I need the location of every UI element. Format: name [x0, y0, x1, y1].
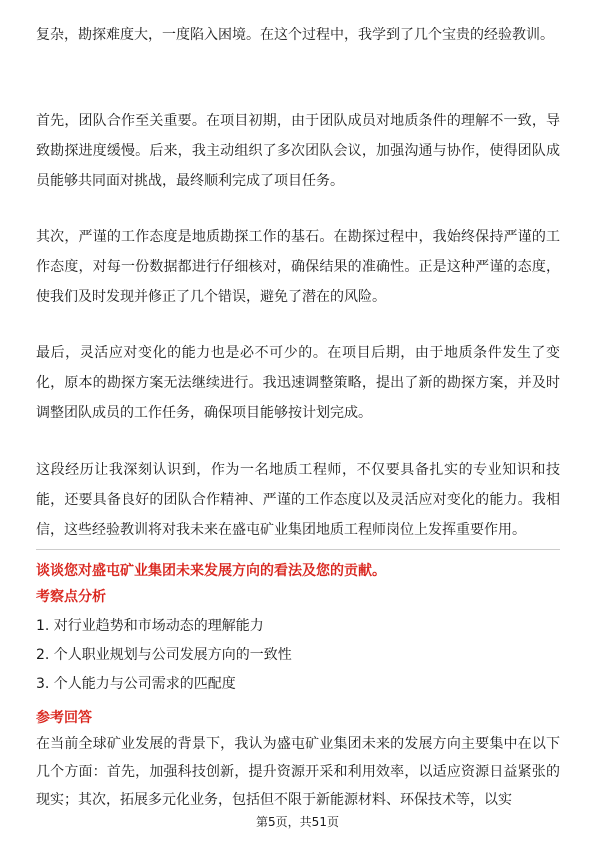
reference-answer: 在当前全球矿业发展的背景下，我认为盛屯矿业集团未来的发展方向主要集中在以下几个方面：首先，加强科技创新，提升资源开采和利用效率，以适应资源日益紧张的现实；其次，拓展多元化业务，包括但不限于新能源材料、环保技术等，以实 [36, 736, 560, 808]
body-paragraph-4: 最后，灵活应对变化的能力也是必不可少的。在项目后期，由于地质条件发生了变化，原本的勘探方案无法继续进行。我迅速调整策略，提出了新的勘探方案，并及时调整团队成员的工作任务，确保项目能够按计划完成。 [36, 345, 560, 421]
analysis-point-3: 3. 个人能力与公司需求的匹配度 [36, 676, 236, 692]
interview-question: 谈谈您对盛屯矿业集团未来发展方向的看法及您的贡献。 [36, 563, 386, 579]
section-divider [36, 549, 560, 550]
analysis-heading: 考察点分析 [36, 589, 106, 605]
body-paragraph-5: 这段经历让我深刻认识到，作为一名地质工程师，不仅要具备扎实的专业知识和技能，还要具备良好的团队合作精神、严谨的工作态度以及灵活应对变化的能力。我相信，这些经验教训将对我未来在盛屯矿业集团地质工程师岗位上发挥重要作用。 [36, 462, 560, 538]
body-paragraph-3: 其次，严谨的工作态度是地质勘探工作的基石。在勘探过程中，我始终保持严谨的工作态度，对每一份数据都进行仔细核对，确保结果的准确性。正是这种严谨的态度，使我们及时发现并修正了几个错误，避免了潜在的风险。 [36, 229, 560, 305]
analysis-point-1: 1. 对行业趋势和市场动态的理解能力 [36, 618, 264, 634]
body-paragraph-2: 首先，团队合作至关重要。在项目初期，由于团队成员对地质条件的理解不一致，导致勘探进度缓慢。后来，我主动组织了多次团队会议，加强沟通与协作，使得团队成员能够共同面对挑战，最终顺利完成了项目任务。 [36, 113, 560, 189]
answer-heading: 参考回答 [36, 710, 92, 726]
page-number-footer: 第5页，共51页 [256, 815, 339, 829]
analysis-point-2: 2. 个人职业规划与公司发展方向的一致性 [36, 647, 292, 663]
body-paragraph-1: 复杂，勘探难度大，一度陷入困境。在这个过程中，我学到了几个宝贵的经验教训。 [36, 27, 554, 43]
